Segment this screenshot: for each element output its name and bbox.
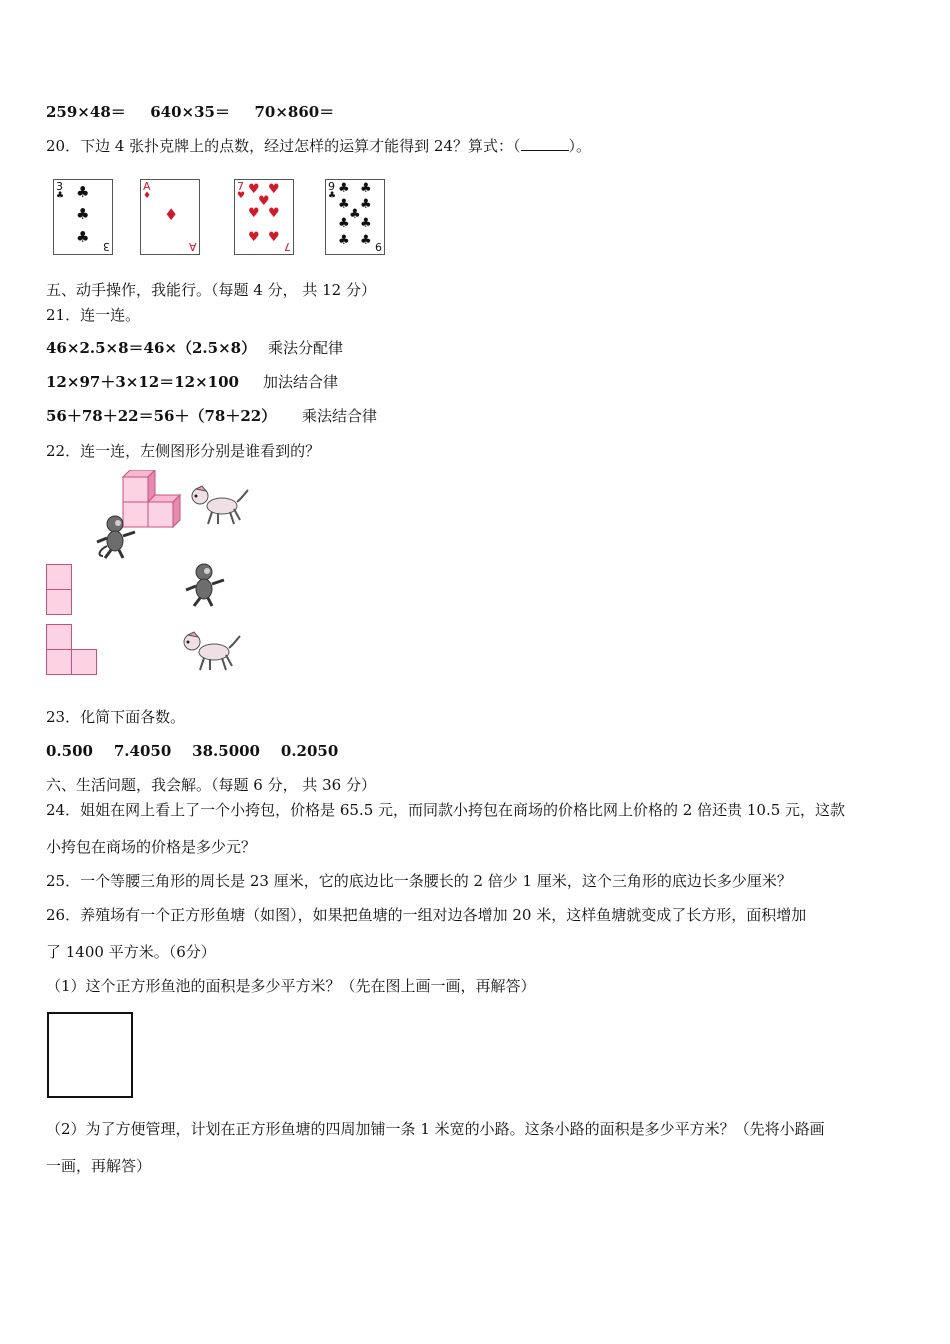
q21-expr-1: 46×2.5×8＝46×（2.5×8） xyxy=(46,339,257,357)
section-6-title: 六、生活问题，我会解。（每题 6 分， 共 36 分） xyxy=(46,776,376,794)
q26-line-2: 了 1400 平方米。（6分） xyxy=(46,943,216,961)
q23-numbers: 0.500 7.4050 38.5000 0.2050 xyxy=(46,742,339,760)
card-rank: 3 xyxy=(56,180,63,193)
q22-title: 22．连一连，左侧图形分别是谁看到的？ xyxy=(46,442,321,460)
card-rank: 9 xyxy=(328,180,335,193)
heart-icon: ♥ xyxy=(268,182,280,197)
q19-calculations xyxy=(46,102,334,122)
club-icon: ♣ xyxy=(328,191,337,201)
heart-icon: ♥ xyxy=(268,206,280,221)
diamond-icon: ♦ xyxy=(164,205,179,224)
q21-expr-2: 12×97＋3×12＝12×100 xyxy=(46,373,239,391)
q26-sub-1: （1）这个正方形鱼池的面积是多少平方米？（先在图上画一画，再解答） xyxy=(46,977,536,995)
q26-sub-2-line-1: （2）为了方便管理，计划在正方形鱼塘的四周加铺一条 1 米宽的小路。这条小路的面积是多少平方米？（先将小路画 xyxy=(46,1120,825,1138)
q25-text: 25．一个等腰三角形的周长是 23 厘米，它的底边比一条腰长的 2 倍少 1 厘米，这个三角形的底边长多少厘米？ xyxy=(46,872,792,890)
card-rank: A xyxy=(143,180,151,193)
dog-icon[interactable] xyxy=(180,630,242,674)
q19-calc-2: 640×35＝ xyxy=(150,103,230,121)
card-rank: A xyxy=(189,240,197,253)
q21-law-2[interactable]: 加法结合律 xyxy=(263,373,339,391)
view-square xyxy=(46,589,72,615)
q20-text: 20．下边 4 张扑克牌上的点数，经过怎样的运算才能得到 24？算式：（ xyxy=(46,137,521,155)
card-rank: 9 xyxy=(375,240,382,253)
q26-line-1: 26．养殖场有一个正方形鱼塘（如图），如果把鱼塘的一组对边各增加 20 米，这样鱼塘就变成了长方形，面积增加 xyxy=(46,906,807,924)
card-rank: 7 xyxy=(237,180,244,193)
club-icon: ♣ xyxy=(338,216,350,231)
dog-icon xyxy=(188,484,250,528)
club-icon: ♣ xyxy=(360,216,372,231)
q20-text-end: ）。 xyxy=(568,137,592,155)
playing-card-4 xyxy=(325,179,385,255)
heart-icon: ♥ xyxy=(268,230,280,245)
q23-title: 23．化简下面各数。 xyxy=(46,708,186,726)
card-rank: 7 xyxy=(284,240,291,253)
view-square xyxy=(46,624,72,650)
club-icon: ♣ xyxy=(360,233,372,248)
q26-sub-2-line-2: 一画，再解答） xyxy=(46,1157,152,1175)
club-icon: ♣ xyxy=(338,233,350,248)
playing-card-1 xyxy=(53,179,113,255)
club-icon: ♣ xyxy=(338,181,350,196)
q21-law-3[interactable]: 乘法结合律 xyxy=(302,407,378,425)
heart-icon: ♥ xyxy=(248,206,260,221)
q21-law-1[interactable]: 乘法分配律 xyxy=(268,339,344,357)
club-icon: ♣ xyxy=(76,228,90,246)
club-icon: ♣ xyxy=(338,197,350,212)
card-rank: 3 xyxy=(103,240,110,253)
heart-icon: ♥ xyxy=(248,230,260,245)
heart-icon: ♥ xyxy=(237,191,246,201)
diamond-icon: ♦ xyxy=(143,191,152,201)
club-icon: ♣ xyxy=(56,191,65,201)
playing-card-3 xyxy=(234,179,294,255)
club-icon: ♣ xyxy=(360,197,372,212)
club-icon: ♣ xyxy=(76,205,90,223)
monkey-icon xyxy=(93,514,139,560)
square-pond-diagram[interactable] xyxy=(47,1012,133,1098)
q19-calc-3: 70×860＝ xyxy=(254,103,335,121)
club-icon: ♣ xyxy=(76,183,90,201)
playing-card-2 xyxy=(140,179,200,255)
q20-question xyxy=(46,136,591,156)
q21-expr-3: 56＋78＋22＝56＋（78＋22） xyxy=(46,407,277,425)
view-square xyxy=(71,649,97,675)
section-5-title: 五、动手操作，我能行。（每题 4 分， 共 12 分） xyxy=(46,281,376,299)
monkey-icon[interactable] xyxy=(182,562,228,608)
club-icon: ♣ xyxy=(349,207,361,222)
view-square xyxy=(46,649,72,675)
view-square xyxy=(46,564,72,590)
club-icon: ♣ xyxy=(360,181,372,196)
q21-title: 21．连一连。 xyxy=(46,306,141,324)
q24-line-2: 小挎包在商场的价格是多少元？ xyxy=(46,838,257,856)
heart-icon: ♥ xyxy=(248,182,260,197)
heart-icon: ♥ xyxy=(258,194,270,209)
answer-blank[interactable] xyxy=(521,136,569,151)
q19-calc-1: 259×48＝ xyxy=(46,103,126,121)
q24-line-1: 24．姐姐在网上看上了一个小挎包，价格是 65.5 元，而同款小挎包在商场的价格比网上价格的 2 倍还贵 10.5 元，这款 xyxy=(46,801,846,819)
